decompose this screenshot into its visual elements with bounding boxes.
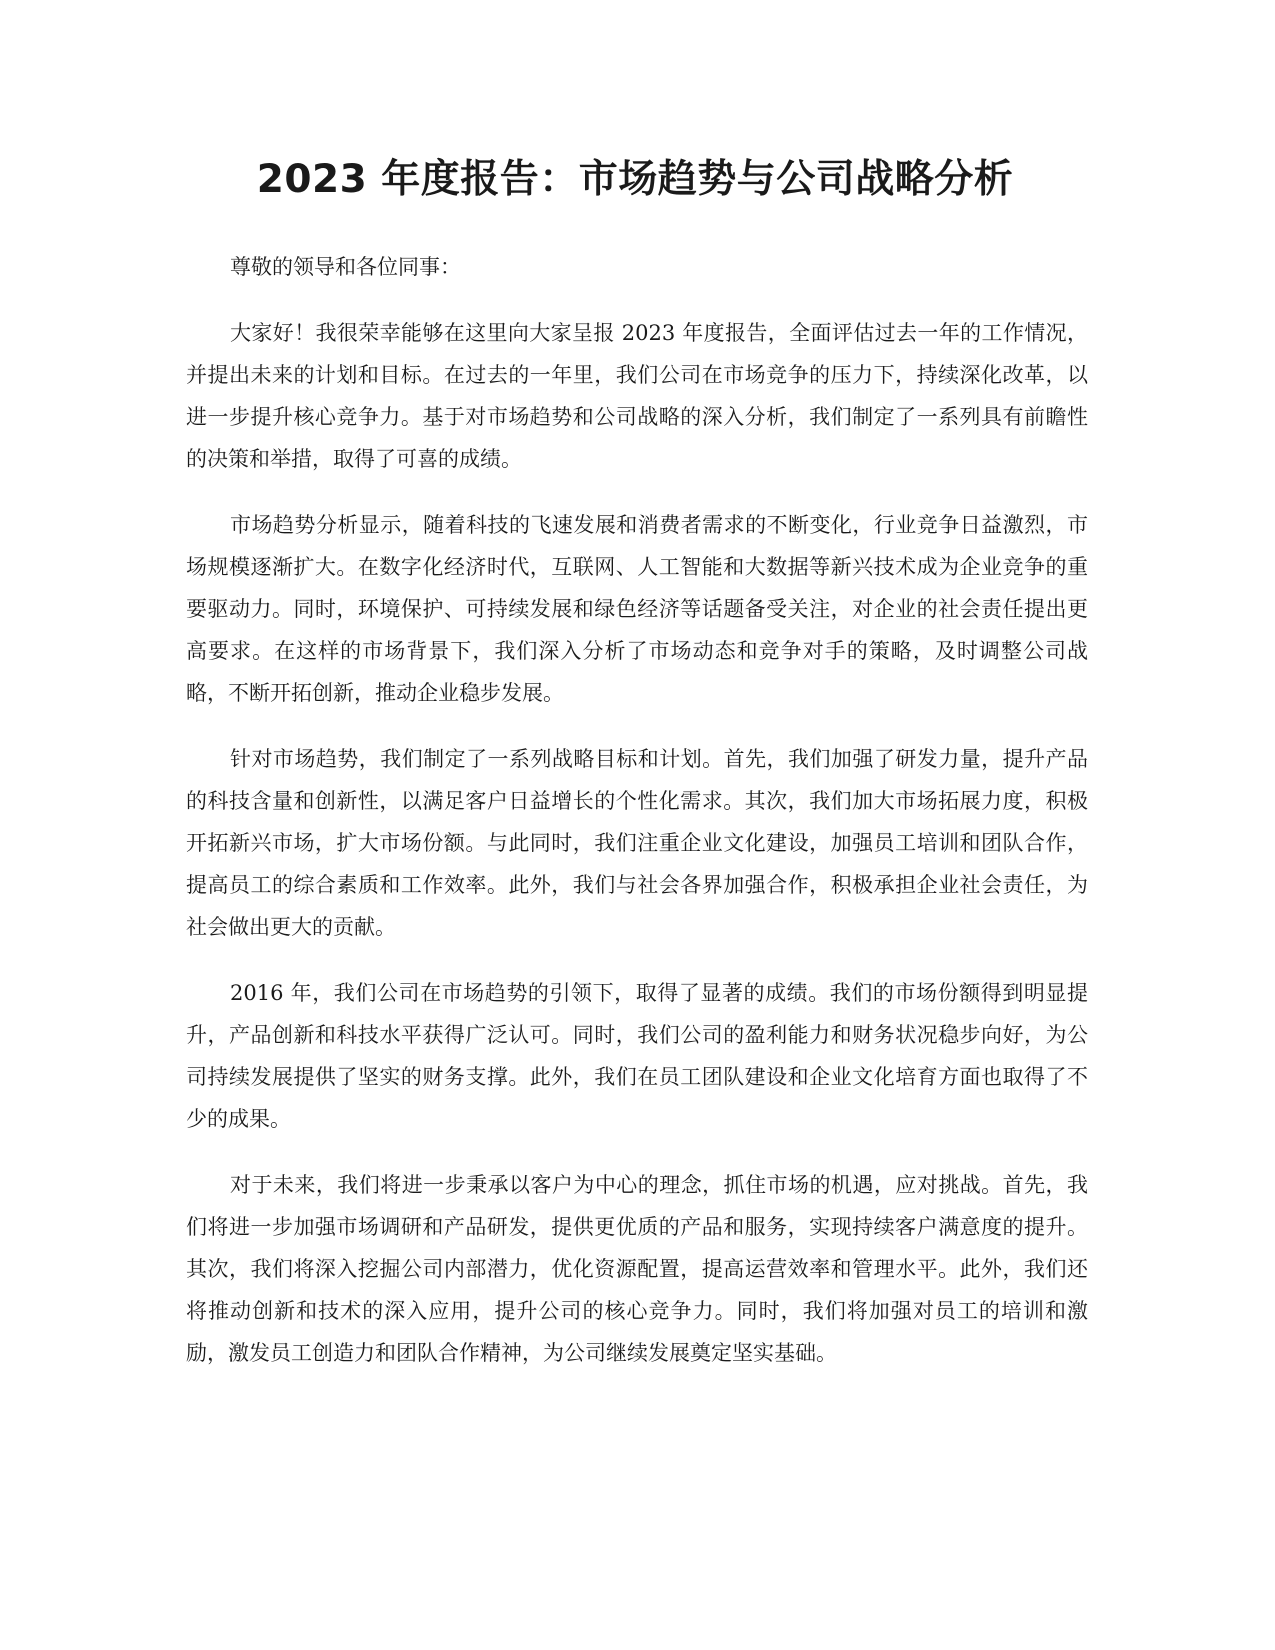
- salutation: 尊敬的领导和各位同事：: [230, 255, 461, 279]
- paragraph-intro: 大家好！我很荣幸能够在这里向大家呈报 2023 年度报告，全面评估过去一年的工作情况，并提出未来的计划和目标。在过去的一年里，我们公司在市场竞争的压力下，持续深化改革，以进一步提升核心竞争力。基于对市场趋势和公司战略的深入分析，我们制定了一系列具有前瞻性的决策和举措，取得了可喜的成绩。: [186, 321, 1088, 471]
- paragraph-market-trends: 市场趋势分析显示，随着科技的飞速发展和消费者需求的不断变化，行业竞争日益激烈，市场规模逐渐扩大。在数字化经济时代，互联网、人工智能和大数据等新兴技术成为企业竞争的重要驱动力。同时，环境保护、可持续发展和绿色经济等话题备受关注，对企业的社会责任提出更高要求。在这样的市场背景下，我们深入分析了市场动态和竞争对手的策略，及时调整公司战略，不断开拓创新，推动企业稳步发展。: [186, 513, 1088, 705]
- paragraph-future: 对于未来，我们将进一步秉承以客户为中心的理念，抓住市场的机遇，应对挑战。首先，我们将进一步加强市场调研和产品研发，提供更优质的产品和服务，实现持续客户满意度的提升。其次，我们将深入挖掘公司内部潜力，优化资源配置，提高运营效率和管理水平。此外，我们还将推动创新和技术的深入应用，提升公司的核心竞争力。同时，我们将加强对员工的培训和激励，激发员工创造力和团队合作精神，为公司继续发展奠定坚实基础。: [186, 1173, 1088, 1365]
- paragraph-strategy: 针对市场趋势，我们制定了一系列战略目标和计划。首先，我们加强了研发力量，提升产品的科技含量和创新性，以满足客户日益增长的个性化需求。其次，我们加大市场拓展力度，积极开拓新兴市场，扩大市场份额。与此同时，我们注重企业文化建设，加强员工培训和团队合作，提高员工的综合素质和工作效率。此外，我们与社会各界加强合作，积极承担企业社会责任，为社会做出更大的贡献。: [186, 747, 1088, 939]
- document-title: 2023 年度报告：市场趋势与公司战略分析: [256, 157, 1014, 202]
- paragraph-achievements: 2016 年，我们公司在市场趋势的引领下，取得了显著的成绩。我们的市场份额得到明显提升，产品创新和科技水平获得广泛认可。同时，我们公司的盈利能力和财务状况稳步向好，为公司持续发展提供了坚实的财务支撑。此外，我们在员工团队建设和企业文化培育方面也取得了不少的成果。: [186, 981, 1088, 1131]
- document-body: [186, 246, 1088, 1398]
